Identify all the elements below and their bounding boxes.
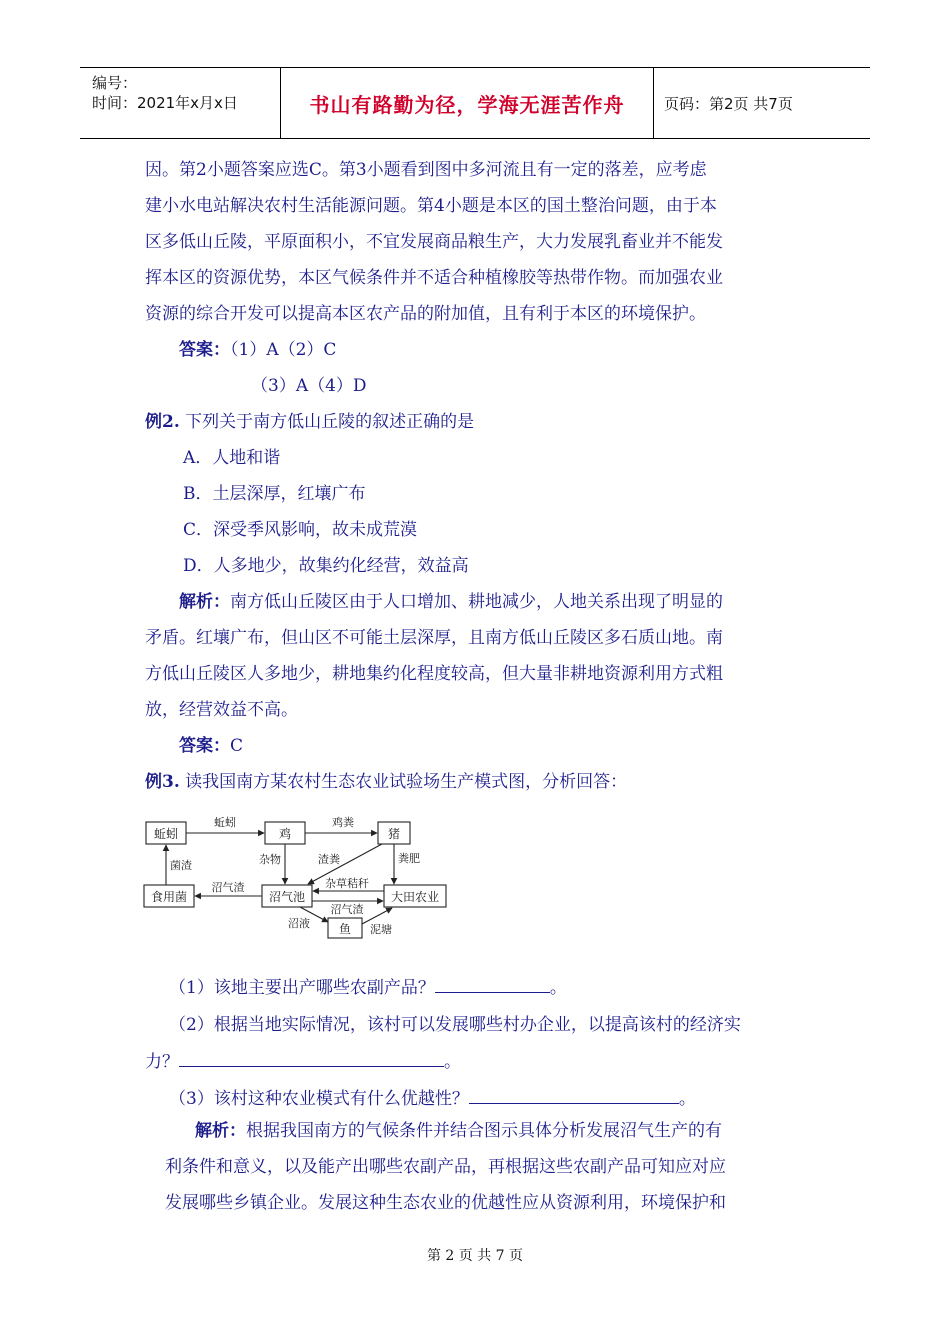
example2-answer-label: 答案： xyxy=(179,736,230,756)
option-a: A．人地和谐 xyxy=(183,448,281,468)
edge-label-chicken-manure: 鸡粪 xyxy=(332,816,354,829)
example2-analysis-label: 解析： xyxy=(179,592,230,612)
example2-analysis-line: 方低山丘陵区人多地少，耕地集约化程度较高，但大量非耕地资源利用方式粗 xyxy=(145,664,723,684)
edge-label-biogas-residue-right: 沼气渣 xyxy=(330,903,364,916)
node-pig: 猪 xyxy=(387,827,401,841)
question-2-text: 力？ xyxy=(145,1052,179,1072)
answer1-line2: （3）A（4）D xyxy=(251,376,367,396)
number-label: 编号： xyxy=(92,74,138,92)
header-page-cell xyxy=(654,68,870,138)
page-info: 页码：第2页 共7页 xyxy=(664,94,793,113)
example3-questions xyxy=(145,970,825,1118)
example3-question: 读我国南方某农村生态农业试验场生产模式图，分析回答： xyxy=(185,772,628,792)
question-1-text: （1）该地主要出产哪些农副产品？ xyxy=(169,978,435,998)
node-fish: 鱼 xyxy=(338,922,352,936)
edge-label-biogas-liquid: 沼液 xyxy=(288,917,310,930)
example2-heading xyxy=(145,404,810,440)
body-line: 建小水电站解决农村生活能源问题。第4小题是本区的国土整治问题，由于本 xyxy=(145,196,717,216)
answer1-label: 答案： xyxy=(179,340,230,360)
header-table xyxy=(80,67,870,139)
period-3: 。 xyxy=(678,1089,696,1109)
question-3-text: （3）该村这种农业模式有什么优越性？ xyxy=(169,1089,469,1109)
example3-heading xyxy=(145,764,810,800)
node-mushroom: 食用菌 xyxy=(150,890,188,904)
header-left-cell xyxy=(80,68,281,138)
question-2-line2 xyxy=(145,1044,825,1081)
body-line: 因。第2小题答案应选C。第3小题看到图中多河流且有一定的落差，应考虑 xyxy=(145,160,707,180)
period-2: 。 xyxy=(444,1052,461,1072)
motto: 书山有路勤为径，学海无涯苦作舟 xyxy=(309,92,625,117)
edge-label-straw: 杂草秸秆 xyxy=(325,877,369,890)
edge-label-debris: 杂物 xyxy=(259,853,281,866)
edge-label-fertilizer: 粪肥 xyxy=(398,852,420,865)
example2-analysis-line: 矛盾。红壤广布，但山区不可能土层深厚，且南方低山丘陵区多石质山地。南 xyxy=(145,628,723,648)
edge-fish-field xyxy=(362,908,392,924)
option-d: D．人多地少，故集约化经营，效益高 xyxy=(183,556,469,576)
option-b: B．土层深厚，红壤广布 xyxy=(183,484,366,504)
answer-blank-1[interactable] xyxy=(435,976,550,993)
answer-blank-2[interactable] xyxy=(179,1050,444,1067)
example3-label: 例3. xyxy=(145,772,180,792)
answer1-line1: （1）A（2）C xyxy=(230,340,337,360)
edge-label-mushroom-residue: 菌渣 xyxy=(170,859,192,872)
example2-analysis-line: 放，经营效益不高。 xyxy=(145,700,298,720)
node-chicken: 鸡 xyxy=(278,827,292,841)
example2-analysis-first xyxy=(145,584,810,620)
page-footer: 第 2 页 共 7 页 xyxy=(426,1248,524,1264)
example3-analysis-first xyxy=(145,1113,825,1149)
node-earthworm: 蚯蚓 xyxy=(153,827,179,841)
example3-analysis xyxy=(145,1113,825,1221)
main-content xyxy=(145,152,810,800)
edge-label-pond-mud: 泥塘 xyxy=(370,923,392,936)
example2-answer-value: C xyxy=(230,736,244,756)
question-2-line1: （2）根据当地实际情况，该村可以发展哪些村办企业，以提高该村的经济实 xyxy=(169,1015,741,1035)
body-line: 挥本区的资源优势，本区气候条件并不适合种植橡胶等热带作物。而加强农业 xyxy=(145,268,723,288)
edge-label-residue-manure: 渣粪 xyxy=(318,853,340,866)
example2-question: 下列关于南方低山丘陵的叙述正确的是 xyxy=(185,412,475,432)
example2-analysis-text: 南方低山丘陵区由于人口增加、耕地减少，人地关系出现了明显的 xyxy=(230,592,723,612)
example3-analysis-line: 利条件和意义，以及能产出哪些农副产品，再根据这些农副产品可知应对应 xyxy=(165,1157,726,1177)
eco-agriculture-diagram xyxy=(140,812,460,942)
body-line: 资源的综合开发可以提高本区农产品的附加值，且有利于本区的环境保护。 xyxy=(145,304,706,324)
answer1-row1 xyxy=(145,332,810,368)
period-1: 。 xyxy=(549,978,567,998)
edge-label-earthworm: 蚯蚓 xyxy=(214,816,236,829)
example3-analysis-line: 发展哪些乡镇企业。发展这种生态农业的优越性应从资源利用，环境保护和 xyxy=(165,1193,726,1213)
example2-answer xyxy=(145,728,810,764)
example2-label: 例2. xyxy=(145,412,180,432)
time-label: 时间：2021年x月x日 xyxy=(92,94,238,112)
answer-blank-3[interactable] xyxy=(469,1087,679,1104)
option-c: C．深受季风影响，故未成荒漠 xyxy=(183,520,418,540)
body-line: 区多低山丘陵，平原面积小，不宜发展商品粮生产，大力发展乳畜业并不能发 xyxy=(145,232,723,252)
example3-analysis-label: 解析： xyxy=(195,1121,246,1141)
node-field: 大田农业 xyxy=(390,890,440,904)
edge-label-biogas-residue-left: 沼气渣 xyxy=(211,881,245,894)
header-motto-cell xyxy=(281,68,654,138)
example3-analysis-text: 根据我国南方的气候条件并结合图示具体分析发展沼气生产的有 xyxy=(246,1121,722,1141)
node-biogas: 沼气池 xyxy=(268,890,306,904)
question-1 xyxy=(145,970,825,1007)
